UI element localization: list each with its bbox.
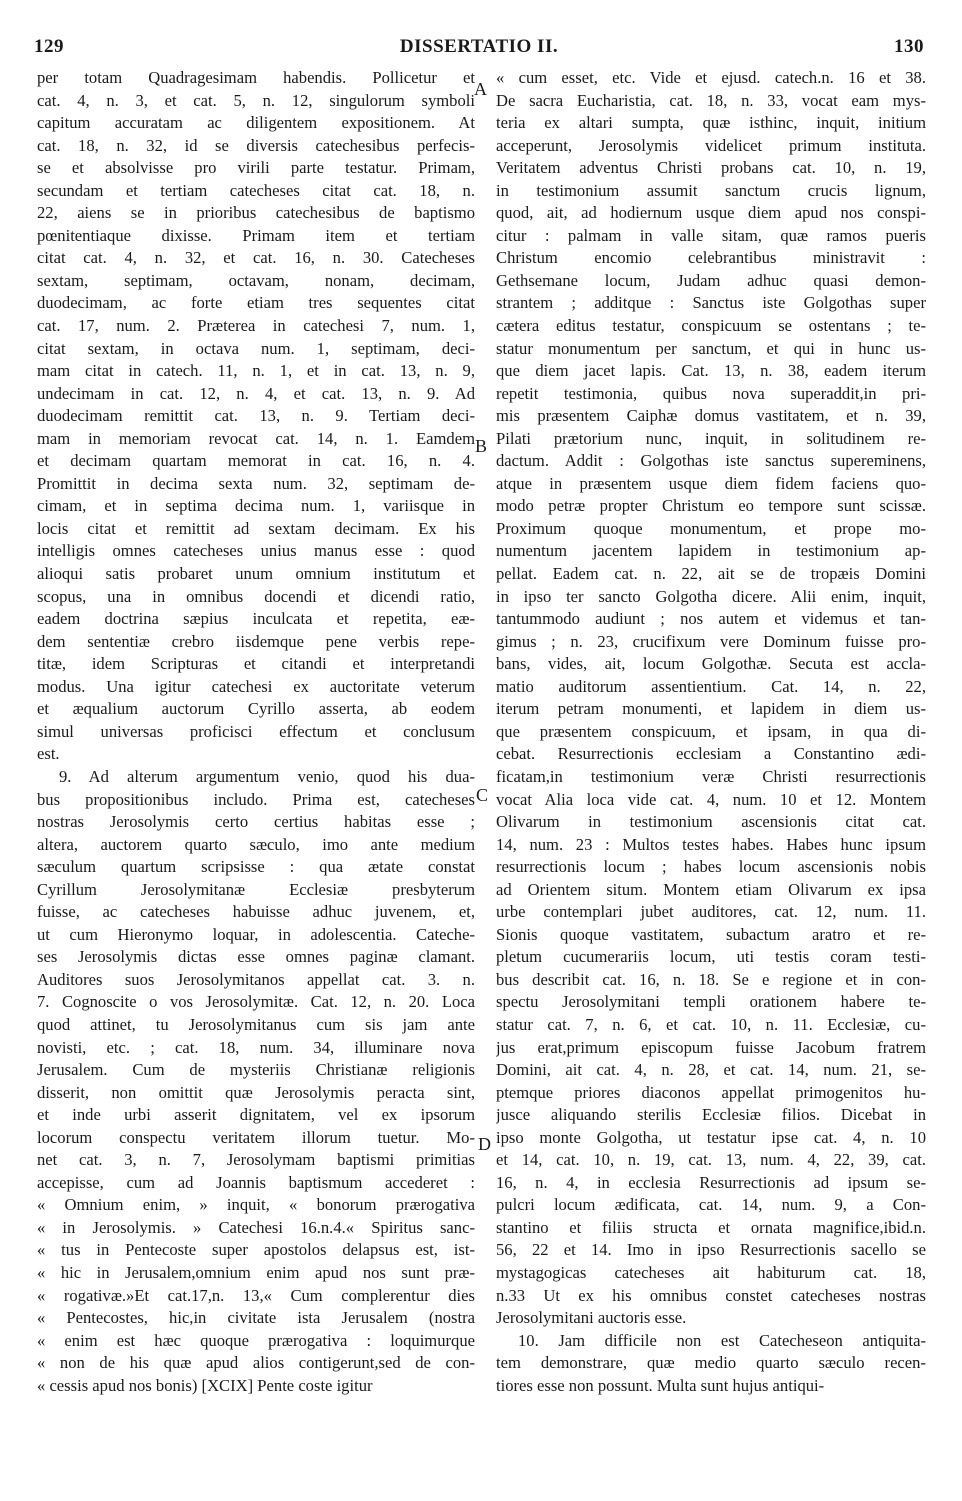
text-line: bus describit cat. 16, n. 18. Se e regione et in con- — [496, 969, 926, 989]
text-line: nostras Jerosolymis certo certius habitas esse ; — [37, 812, 475, 832]
text-line: Jerosolymitani auctoris esse. — [496, 1308, 687, 1328]
text-line: cat. 18, n. 32, id se diversis catechesibus perfecis- — [37, 135, 475, 155]
text-line: cætera editus testatur, conspicuum se ostentans ; te- — [496, 316, 926, 336]
text-line: altera, auctorem quarto sæculo, imo ante medium — [37, 834, 475, 854]
text-line: in testimonium assumit sanctum crucis lignum, — [496, 180, 926, 200]
text-line: citat sextam, in octava num. 1, septimam, deci- — [37, 338, 475, 358]
right-column — [496, 67, 926, 1397]
text-line: ptemque priores diaconos appellat primogenitos hu- — [496, 1082, 926, 1102]
text-line: ipso monte Golgotha, ut testatur ipse cat. 4, n. 10 — [496, 1127, 926, 1147]
text-line: duodecimam, ac forte etiam tres sequentes citat — [37, 293, 475, 313]
text-line: 14, num. 23 : Multos testes habes. Habes hunc ipsum — [496, 834, 926, 854]
text-line: et decimam quartam memorat in cat. 16, n. 4. — [37, 451, 475, 471]
text-line: « hic in Jerusalem,omnium enim apud nos sunt præ- — [37, 1262, 475, 1282]
text-line: ad Orientem situm. Montem etiam Olivarum ex ipsa — [496, 879, 926, 899]
text-line: gimus ; n. 23, crucifixum vere Dominum fuisse pro- — [496, 631, 926, 651]
text-line: undecimam in cat. 12, n. 4, et cat. 13, n. 9. Ad — [37, 383, 475, 403]
text-line: matio auditorum assentientium. Cat. 14, n. 22, — [496, 676, 926, 696]
text-line: « cessis apud nos bonis) [XCIX] Pente coste igitur — [37, 1375, 373, 1395]
text-line: et inde urbi asserit dignitatem, vel ex ipsorum — [37, 1105, 475, 1125]
text-line: 56, 22 et 14. Imo in ipso Resurrectionis sacello se — [496, 1240, 926, 1260]
text-line: mis præsentem Caiphæ domus vastitatem, et n. 39, — [496, 406, 926, 426]
text-line: citat cat. 4, n. 32, et cat. 16, n. 30. Catecheses — [37, 248, 475, 268]
margin-marker-a: A — [474, 79, 487, 99]
text-line: et æqualium auctorum Cyrillo asserta, ab eodem — [37, 699, 475, 719]
page-number-left: 129 — [34, 36, 64, 57]
text-line: statur cat. 7, n. 6, et cat. 10, n. 11. Ecclesiæ, cu- — [496, 1014, 926, 1034]
text-line: modo petræ propter Christum eo tempore sunt scissæ. — [496, 496, 926, 516]
text-line: Cyrillum Jerosolymitanæ Ecclesiæ presbyterum — [37, 879, 475, 899]
text-line: quod attinet, tu Jerosolymitanus cum sis jam ante — [37, 1014, 475, 1034]
text-line: alioqui satis probaret unum omnium institutum et — [37, 564, 475, 584]
text-line: 10. Jam difficile non est Catecheseon antiquita- — [518, 1330, 926, 1350]
text-line: stantino et filiis structa et ornata magnifice,ibid.n. — [496, 1217, 926, 1237]
text-line: que præsentem conspicuum, et ipsam, in qua di- — [496, 721, 926, 741]
text-line: scopus, una in omnibus docendi et dicendi ratio, — [37, 586, 475, 606]
text-line: strantem ; additque : Sanctus iste Golgothas super — [496, 293, 926, 313]
page-number-right: 130 — [894, 36, 924, 57]
text-line: pellat. Eadem cat. n. 22, ait se de tropæis Domini — [496, 564, 926, 584]
text-line: sextam, septimam, octavam, nonam, decimam, — [37, 270, 475, 290]
text-line: n.33 Ut ex his omnibus constet catecheses nostras — [496, 1285, 926, 1305]
text-line: Promittit in decima sexta num. 32, septimam de- — [37, 473, 475, 493]
text-line: tem demonstrare, quæ medio quarto sæculo recen- — [496, 1353, 926, 1373]
text-line: bans, vides, ait, locum Golgothæ. Secuta est accla- — [496, 654, 926, 674]
text-line: jus erat,primum episcopum fuisse Jacobum fratrem — [496, 1037, 926, 1057]
text-line: cat. 4, n. 3, et cat. 5, n. 12, singulorum symboli — [37, 90, 475, 110]
text-line: resurrectionis locum ; habes locum ascensionis nobis — [496, 857, 926, 877]
text-line: est. — [37, 744, 60, 764]
text-line: tantummodo audiunt ; nos autem et videmus et tan- — [496, 609, 926, 629]
text-line: Auditores suos Jerosolymitanos appellat cat. 3. n. — [37, 969, 475, 989]
text-line: dactum. Addit : Golgothas iste sanctus supereminens, — [496, 451, 926, 471]
page-header — [34, 36, 924, 64]
text-line: 9. Ad alterum argumentum venio, quod his dua- — [59, 766, 475, 786]
text-line: locis citat et remittit ad sextam decimam. Ex his — [37, 518, 475, 538]
text-line: mam citat in catech. 11, n. 1, et in cat. 13, n. 9, — [37, 361, 475, 381]
text-line: ficatam,in testimonium veræ Christi resurrectionis — [496, 766, 926, 786]
text-line: « enim est hæc quoque prærogativa : loquimurque — [37, 1330, 475, 1350]
text-line: acceperunt, Jerosolymis videlicet primum instituta. — [496, 135, 926, 155]
text-line: et 14, cat. 10, n. 19, cat. 13, num. 4, 22, 39, cat. — [496, 1150, 926, 1170]
text-line: pletum cucumerariis locum, uti testis coram testi- — [496, 947, 926, 967]
running-title: DISSERTATIO II. — [399, 36, 559, 57]
text-line: eadem doctrina sæpius inculcata et repetita, eæ- — [37, 609, 475, 629]
text-line: « non de his quæ apud alios contigerunt,sed de con- — [37, 1353, 475, 1373]
text-line: novisti, etc. ; cat. 18, num. 34, illuminare nova — [37, 1037, 475, 1057]
text-line: Pilati prætorium nunc, inquit, in solitudinem re- — [496, 428, 926, 448]
text-line: cimam, et in septima decima num. 1, variisque in — [37, 496, 475, 516]
text-line: Sionis quoque vastitatem, subactum aratro et re- — [496, 924, 926, 944]
text-line: 7. Cognoscite o vos Jerosolymitæ. Cat. 12, n. 20. Loca — [37, 992, 475, 1012]
text-line: « tus in Pentecoste super apostolos delapsus est, ist- — [37, 1240, 475, 1260]
text-line: per totam Quadragesimam habendis. Pollicetur et — [37, 68, 475, 87]
text-line: « in Jerosolymis. » Catechesi 16.n.4.« Spiritus sanc- — [37, 1217, 475, 1237]
text-line: intelligis omnes catecheses unius manus esse : quod — [37, 541, 475, 561]
text-line: urbe contemplari jubet auditores, cat. 12, num. 11. — [496, 902, 926, 922]
text-line: teria ex altari sumpta, quæ isthinc, inquit, initium — [496, 113, 926, 133]
text-line: bus propositionibus includo. Prima est, catecheses — [37, 789, 475, 809]
margin-marker-c: C — [476, 785, 489, 805]
text-line: secundam et tertiam catecheses citat cat. 18, n. — [37, 180, 475, 200]
text-line: statur monumentum per sanctum, et qui in hunc us- — [496, 338, 926, 358]
text-line: « Omnium enim, » inquit, « bonorum prærogativa — [37, 1195, 475, 1215]
text-line: in ipso ter sancto Golgotha dicere. Alii enim, inquit, — [496, 586, 926, 606]
text-line: iterum petram monumenti, et lapidem in diem us- — [496, 699, 926, 719]
text-line: Christum encomio celebrantibus ministravit : — [496, 248, 926, 268]
text-line: modus. Una igitur catechesi ex auctoritate veterum — [37, 676, 475, 696]
text-line: jusce aliquando sterilis Ecclesiæ filios. Dicebat in — [496, 1105, 926, 1125]
text-line: Jerusalem. Cum de mysteriis Christianæ religionis — [37, 1060, 475, 1080]
text-line: titæ, idem Scripturas et citandi et interpretandi — [37, 654, 475, 674]
text-line: Proximum quoque monumentum, et prope mo- — [496, 518, 926, 538]
text-line: Veritatem adventus Christi probans cat. 10, n. 19, — [496, 158, 926, 178]
text-line: repetit testimonia, quibus nova superaddit,in pri- — [496, 383, 926, 403]
text-line: numentum jacentem lapidem in testimonium ap- — [496, 541, 926, 561]
text-line: De sacra Eucharistia, cat. 18, n. 33, vocat eam mys- — [496, 90, 926, 110]
text-line: 16, n. 4, in ecclesia Resurrectionis ad ipsum se- — [496, 1172, 926, 1192]
text-line: ses Jerosolymis dictas esse omnes paginæ clamant. — [37, 947, 475, 967]
margin-marker-d: D — [478, 1134, 491, 1154]
text-line: atque in præsentem usque diem fidem faciens quo- — [496, 473, 926, 493]
text-line: ut cum Hieronymo loquar, in adolescentia. Cateche- — [37, 924, 475, 944]
text-line: sæculum quartum scripsisse : qua ætate constat — [37, 857, 475, 877]
text-line: « cum esset, etc. Vide et ejusd. catech.n. 16 et 38. — [496, 68, 926, 87]
text-line: accepisse, cum ad Joannis baptismum accederet : — [37, 1172, 475, 1192]
text-line: cebat. Resurrectionis ecclesiam a Constantino ædi- — [496, 744, 926, 764]
text-line: Gethsemane locum, Judam adhuc quasi demon- — [496, 270, 926, 290]
text-line: citur : palmam in valle sitam, quæ ramos pueris — [496, 225, 926, 245]
text-line: quod, ait, ad hodiernum usque diem apud nos conspi- — [496, 203, 926, 223]
text-line: disserit, non omittit quæ Jerosolymis peracta sint, — [37, 1082, 475, 1102]
text-line: locorum conspectu veritatem illorum tuetur. Mo- — [37, 1127, 475, 1147]
text-line: vocat Alia loca vide cat. 4, num. 10 et 12. Montem — [496, 789, 926, 809]
text-line: mystagogicas catecheses ait habiturum cat. 18, — [496, 1262, 926, 1282]
text-line: net cat. 3, n. 7, Jerosolymam baptismi primitias — [37, 1150, 475, 1170]
text-line: que diem jacet lapis. Cat. 13, n. 38, eadem iterum — [496, 361, 926, 381]
text-line: se et absolvisse pro virili parte testatur. Primam, — [37, 158, 475, 178]
text-line: pulcri locum ædificata, cat. 14, num. 9, a Con- — [496, 1195, 926, 1215]
text-line: « rogativæ.»Et cat.17,n. 13,« Cum complerentur dies — [37, 1285, 475, 1305]
text-line: fuisse, ac catecheses habuisse adhuc juvenem, et, — [37, 902, 475, 922]
text-line: dem sententiæ crebro iisdemque pene verbis repe- — [37, 631, 475, 651]
left-column — [37, 67, 475, 1397]
text-line: Olivarum in testimonium ascensionis citat cat. — [496, 812, 926, 832]
text-line: duodecimam remittit cat. 13, n. 9. Tertiam deci- — [37, 406, 475, 426]
text-line: mam in memoriam revocat cat. 14, n. 1. Eamdem — [37, 428, 475, 448]
text-line: spectu Jerosolymitani templi orationem habere te- — [496, 992, 926, 1012]
text-line: « Pentecostes, hic,in civitate ista Jerusalem (nostra — [37, 1308, 475, 1328]
text-line: cat. 17, num. 2. Præterea in catechesi 7, num. 1, — [37, 316, 475, 336]
text-line: capitum accuratam ac diligentem expositionem. At — [37, 113, 475, 133]
text-line: Domini, ait cat. 4, n. 28, et cat. 14, num. 21, se- — [496, 1060, 926, 1080]
text-line: 22, aiens se in prioribus catechesibus de baptismo — [37, 203, 475, 223]
text-line: tiores esse non possunt. Multa sunt hujus antiqui- — [496, 1375, 825, 1395]
margin-marker-b: B — [475, 436, 488, 456]
text-line: pœnitentiaque dixisse. Primam item et tertiam — [37, 225, 475, 245]
text-line: simul universas proficisci effectum et conclusum — [37, 721, 475, 741]
